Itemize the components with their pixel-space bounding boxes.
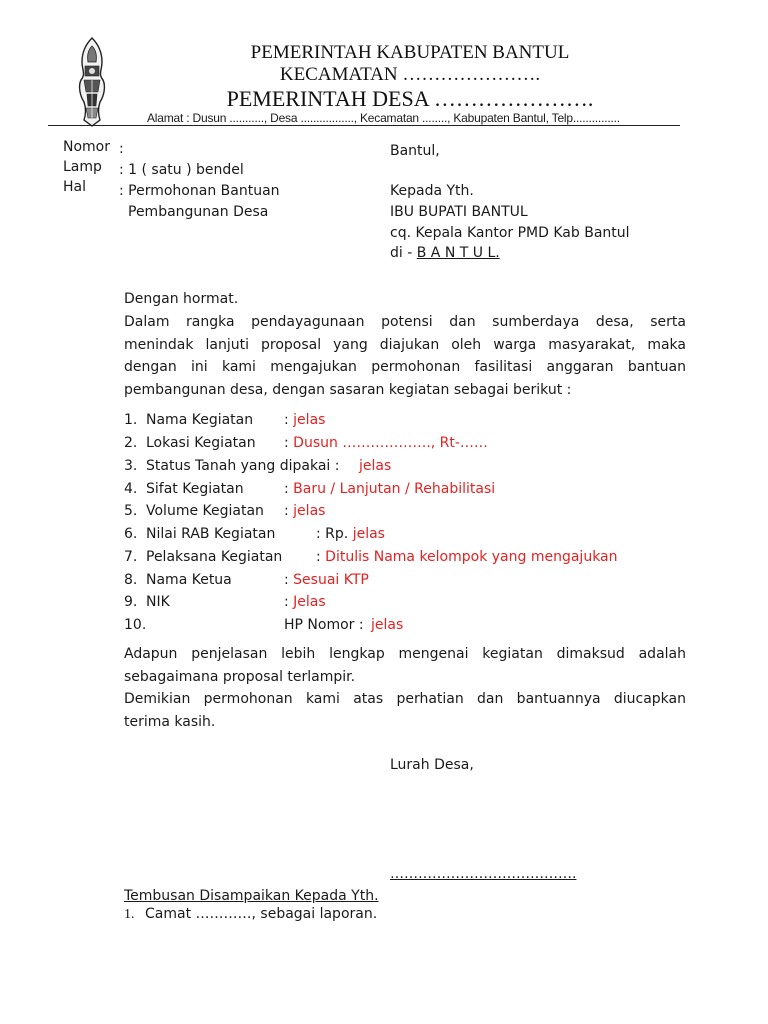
item-label: Pelaksana Kegiatan	[146, 549, 283, 565]
item-label: Status Tanah yang dipakai :	[146, 458, 340, 474]
list-item	[124, 526, 385, 542]
item-separator: :	[316, 549, 321, 565]
regency-emblem-logo	[76, 36, 108, 128]
para3-last-line: terima kasih.	[124, 714, 216, 730]
hal-value: : Permohonan Bantuan	[119, 183, 280, 199]
place-date: Bantul,	[390, 143, 440, 159]
para1-line: menindak lanjuti proposal yang diajukan oleh warga masyarakat, maka	[124, 337, 686, 353]
item-value	[284, 435, 488, 451]
recipient-city	[390, 245, 500, 261]
item-separator: : Rp.	[316, 526, 349, 542]
item-value-text: Sesuai KTP	[293, 572, 369, 588]
list-item	[124, 481, 496, 497]
header-divider	[48, 125, 680, 126]
item-label: Lokasi Kegiatan	[146, 435, 256, 451]
item-value-text: jelas	[293, 412, 326, 428]
cc-item-text: Camat …………, sebagai laporan.	[145, 906, 378, 922]
item-separator: :	[284, 412, 289, 428]
header-regency: PEMERINTAH KABUPATEN BANTUL	[250, 42, 570, 63]
item-number: 3.	[124, 458, 138, 474]
list-item	[124, 617, 404, 633]
item-number: 8.	[124, 572, 138, 588]
cc-heading: Tembusan Disampaikan Kepada Yth.	[124, 888, 379, 904]
list-item	[124, 458, 392, 474]
para1-last-line: pembangunan desa, dengan sasaran kegiatan sebagai berikut :	[124, 382, 572, 398]
item-separator: :	[284, 572, 289, 588]
list-item	[124, 572, 369, 588]
item-value-text: Dusun ………………., Rt-……	[293, 435, 488, 451]
list-item	[124, 594, 326, 610]
item-value-text: Jelas	[293, 594, 326, 610]
cc-item-number: 1.	[124, 907, 135, 922]
cc-item	[124, 906, 378, 923]
recipient-name: IBU BUPATI BANTUL	[390, 204, 528, 220]
recipient-di: di -	[390, 245, 417, 261]
para3-line: Demikian permohonan kami atas perhatian dan bantuannya diucapkan	[124, 691, 686, 707]
recipient-cq: cq. Kepala Kantor PMD Kab Bantul	[390, 225, 630, 241]
lamp-value: : 1 ( satu ) bendel	[119, 162, 244, 178]
item-value-text: jelas	[293, 503, 326, 519]
item-number: 2.	[124, 435, 138, 451]
item-value	[284, 503, 325, 519]
item-label: NIK	[146, 594, 170, 610]
list-item	[124, 503, 326, 519]
item-value	[284, 412, 325, 428]
item-label: HP Nomor :	[284, 617, 364, 633]
item-separator: :	[284, 503, 289, 519]
header-address: Alamat : Dusun ..........., Desa ................., Kecamatan ........, Kabupaten Bantul, Telp...............	[147, 111, 620, 125]
para2-line: Adapun penjelasan lebih lengkap mengenai kegiatan dimaksud adalah	[124, 646, 686, 662]
signature-title: Lurah Desa,	[390, 757, 474, 773]
lamp-label: Lamp	[63, 159, 102, 175]
item-value	[284, 594, 326, 610]
item-value	[316, 526, 385, 542]
nomor-value: :	[119, 141, 124, 157]
item-separator: :	[284, 481, 289, 497]
item-label: Nama Kegiatan	[146, 412, 254, 428]
hal-label: Hal	[63, 179, 86, 195]
item-value	[284, 481, 495, 497]
item-value	[284, 572, 369, 588]
item-value-text: Baru / Lanjutan / Rehabilitasi	[293, 481, 496, 497]
item-number: 1.	[124, 412, 138, 428]
item-number: 4.	[124, 481, 138, 497]
recipient-salutation: Kepada Yth.	[390, 183, 474, 199]
item-value-text: jelas	[359, 458, 392, 474]
list-item	[124, 435, 488, 451]
item-separator: :	[284, 435, 289, 451]
item-label: Sifat Kegiatan	[146, 481, 244, 497]
greeting: Dengan hormat.	[124, 291, 239, 307]
item-label: Volume Kegiatan	[146, 503, 264, 519]
item-number: 6.	[124, 526, 138, 542]
hal-value-cont: Pembangunan Desa	[128, 204, 269, 220]
list-item	[124, 412, 326, 428]
nomor-label: Nomor	[63, 139, 110, 155]
item-label: Nilai RAB Kegiatan	[146, 526, 276, 542]
header-district: KECAMATAN ………………….	[279, 64, 541, 85]
item-number: 9.	[124, 594, 138, 610]
recipient-city-name: B A N T U L.	[416, 245, 500, 261]
para1-line: Dalam rangka pendayagunaan potensi dan sumberdaya desa, serta	[124, 314, 686, 330]
item-label: Nama Ketua	[146, 572, 232, 588]
item-value	[316, 549, 618, 565]
para1-line: dengan ini kami mengajukan permohonan fasilitasi anggaran bantuan	[124, 359, 686, 375]
item-separator: :	[284, 594, 289, 610]
list-item	[124, 549, 618, 565]
para2-last-line: sebagaimana proposal terlampir.	[124, 669, 356, 685]
item-value-text: jelas	[371, 617, 404, 633]
item-number: 5.	[124, 503, 138, 519]
item-value-text: jelas	[352, 526, 385, 542]
header-village: PEMERINTAH DESA ………………….	[226, 86, 594, 111]
item-number: 10.	[124, 617, 147, 633]
signature-name-line: ………………………………….	[390, 866, 577, 882]
item-number: 7.	[124, 549, 138, 565]
item-value-text: Ditulis Nama kelompok yang mengajukan	[325, 549, 618, 565]
